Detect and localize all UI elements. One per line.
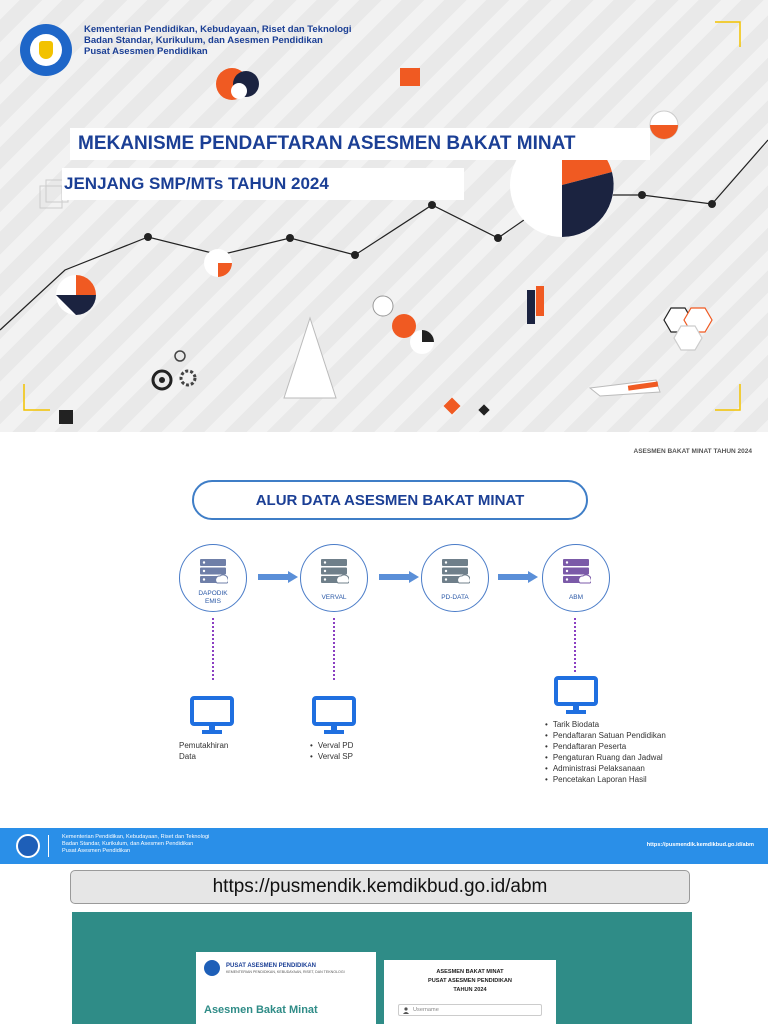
data-flow-slide xyxy=(0,432,768,864)
dotted-connector xyxy=(333,618,335,680)
brand-org-sub: KEMENTERIAN PENDIDIKAN, KEBUDAYAAN, RISET, DAN TEKNOLOGI xyxy=(226,969,345,974)
divider xyxy=(48,835,49,857)
slide-subtitle-box xyxy=(62,168,464,200)
caption-abm xyxy=(545,719,666,785)
caption-item: • Tarik Biodata xyxy=(545,719,666,730)
organization-names xyxy=(62,834,209,855)
arrow-right-icon xyxy=(379,571,419,583)
login-card-heading xyxy=(384,968,556,995)
brand-card xyxy=(196,952,376,1024)
header-url: https://pusmendik.kemdikbud.go.id/abm xyxy=(646,842,754,848)
server-icon xyxy=(440,557,470,585)
username-placeholder: Username xyxy=(413,1007,439,1013)
node-label-line2: EMIS xyxy=(205,598,221,605)
brand-org-name: PUSAT ASESMEN PENDIDIKAN xyxy=(226,962,317,969)
caption-item: • Pencetakan Laporan Hasil xyxy=(545,774,666,785)
node-label: ABM xyxy=(568,594,584,601)
login-heading-line1: ASESMEN BAKAT MINAT xyxy=(436,969,504,975)
org-line-center: Pusat Asesmen Pendidikan xyxy=(62,848,131,854)
ministry-logo-icon xyxy=(204,960,220,976)
website-preview xyxy=(72,912,692,1024)
node-label: VERVAL xyxy=(321,594,347,601)
login-heading-line3: TAHUN 2024 xyxy=(453,987,487,993)
org-line-agency: Badan Standar, Kurikulum, dan Asesmen Pendidikan xyxy=(84,35,323,46)
caption-dapodik xyxy=(179,740,228,762)
url-box[interactable]: https://pusmendik.kemdikbud.go.id/abm xyxy=(70,870,690,904)
header-bar xyxy=(0,828,768,864)
brand-card-header xyxy=(204,960,345,976)
org-line-ministry: Kementerian Pendidikan, Kebudayaan, Riset dan Teknologi xyxy=(84,24,352,35)
caption-verval xyxy=(310,740,353,762)
server-icon xyxy=(198,557,228,585)
arrow-right-icon xyxy=(498,571,538,583)
dotted-connector xyxy=(212,618,214,680)
flow-title: ALUR DATA ASESMEN BAKAT MINAT xyxy=(192,480,588,520)
brand-card-org xyxy=(226,963,345,974)
ministry-logo-icon xyxy=(20,24,72,76)
caption-item: • Pendaftaran Satuan Pendidikan xyxy=(545,730,666,741)
node-pd-data xyxy=(421,544,489,612)
org-line-center: Pusat Asesmen Pendidikan xyxy=(84,46,208,57)
slide-header-tag: ASESMEN BAKAT MINAT TAHUN 2024 xyxy=(633,448,752,455)
slide-title: MEKANISME PENDAFTARAN ASESMEN BAKAT MINAT xyxy=(78,133,576,154)
organization-names xyxy=(84,24,351,57)
ministry-logo-icon xyxy=(16,834,40,858)
brand-card-title: Asesmen Bakat Minat xyxy=(204,1004,318,1016)
server-icon xyxy=(561,557,591,585)
org-line-agency: Badan Standar, Kurikulum, dan Asesmen Pendidikan xyxy=(62,841,194,847)
user-icon xyxy=(403,1007,409,1014)
node-label xyxy=(180,590,246,606)
node-label-line1: DAPODIK xyxy=(198,590,228,597)
cover-slide xyxy=(0,0,768,432)
node-dapodik-emis xyxy=(179,544,247,612)
caption-item: • Verval SP xyxy=(310,751,353,762)
website-slide xyxy=(0,828,768,1024)
monitor-icon xyxy=(190,696,234,736)
caption-item: • Pendaftaran Peserta xyxy=(545,741,666,752)
server-icon xyxy=(319,557,349,585)
organization-header xyxy=(20,24,351,76)
monitor-icon xyxy=(312,696,356,736)
arrow-right-icon xyxy=(258,571,298,583)
node-verval xyxy=(300,544,368,612)
caption-line: Pemutakhiran xyxy=(179,741,229,750)
caption-item: • Administrasi Pelaksanaan xyxy=(545,763,666,774)
dotted-connector xyxy=(574,618,576,672)
login-card xyxy=(384,960,556,1024)
username-input[interactable] xyxy=(398,1004,542,1016)
node-abm xyxy=(542,544,610,612)
caption-item: • Verval PD xyxy=(310,740,353,751)
org-line-ministry: Kementerian Pendidikan, Kebudayaan, Riset dan Teknologi xyxy=(62,834,210,840)
slide-subtitle: JENJANG SMP/MTs TAHUN 2024 xyxy=(64,174,329,193)
slide-title-box xyxy=(70,128,650,160)
login-heading-line2: PUSAT ASESMEN PENDIDIKAN xyxy=(428,978,512,984)
caption-item: • Pengaturan Ruang dan Jadwal xyxy=(545,752,666,763)
caption-line: Data xyxy=(179,752,196,761)
node-label: PD-DATA xyxy=(441,594,469,601)
monitor-icon xyxy=(554,676,598,716)
